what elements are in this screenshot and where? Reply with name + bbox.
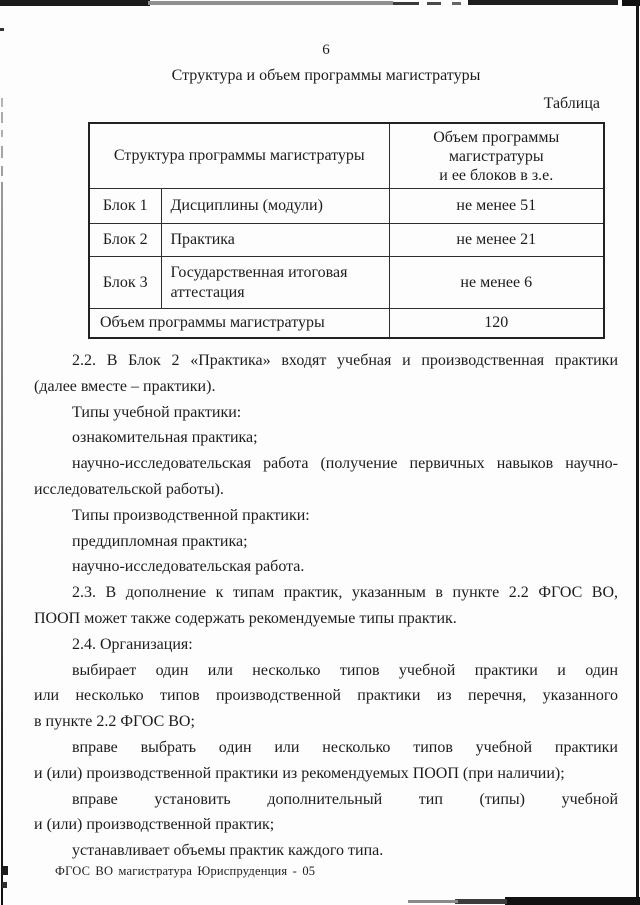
body-text-line: 2.4. Организация: [72, 635, 193, 653]
scan-artifact-bottom-edge [408, 900, 458, 903]
body-text-line: научно-исследовательская работа (получение первичных навыков научно- [72, 455, 618, 473]
table-cell-block: Блок 1 [89, 189, 161, 224]
body-text-line: Типы производственной практики: [72, 506, 310, 524]
table-header-structure: Структура программы магистратуры [89, 123, 389, 189]
scan-artifact-left-edge [1, 166, 3, 176]
scan-artifact-top-edge [393, 2, 419, 5]
table-total-label: Объем программы магистратуры [89, 309, 389, 339]
body-text-line: или несколько типов производственной практики из перечня, указанного [34, 687, 618, 705]
scan-artifact-left-edge [1, 146, 3, 158]
body-text-line: и (или) производственной практики из рекомендуемых ПООП (при наличии); [34, 764, 565, 782]
page-title: Структура и объем программы магистратуры [171, 67, 481, 84]
body-text-line: устанавливает объемы практик каждого типа. [72, 842, 384, 860]
scan-artifact-left-edge [1, 112, 3, 123]
scan-artifact-top-edge [427, 2, 441, 5]
table-cell-block: Блок 3 [89, 257, 161, 309]
body-text-line: 2.2. В Блок 2 «Практика» входят учебная и производственная практики [72, 352, 618, 369]
body-text-line: ознакомительная практика; [72, 429, 258, 447]
body-text-line: в пункте 2.2 ФГОС ВО; [34, 713, 195, 731]
table-header-volume-line: Объем программы [433, 128, 560, 146]
table-total-row [89, 309, 604, 339]
table-row [89, 257, 604, 309]
table-row [89, 224, 604, 257]
table-cell-volume: не менее 6 [389, 257, 604, 309]
table-cell-volume: не менее 21 [389, 224, 604, 257]
scan-artifact-left-edge [0, 28, 4, 31]
scan-artifact-right-edge [636, 0, 639, 905]
table-row [89, 189, 604, 224]
document-footer: ФГОС ВО магистратура Юриспруденция - 05 [55, 864, 316, 878]
scan-artifact-bottom-edge [505, 897, 640, 905]
table-header-row [89, 123, 604, 189]
table-header-volume [389, 123, 604, 189]
table-cell-name: Государственная итоговая аттестация [161, 257, 389, 309]
body-text-line: (далее вместе – практики). [34, 377, 216, 395]
body-text-line: 2.3. В дополнение к типам практик, указанным в пункте 2.2 ФГОС ВО, [72, 584, 618, 602]
body-text-line: Типы учебной практики: [72, 403, 242, 421]
body-text-line: вправе установить дополнительный тип (типы) учебной [72, 790, 618, 808]
scan-artifact-top-edge [468, 0, 618, 5]
program-structure-table [88, 122, 605, 339]
table-caption: Таблица [543, 95, 600, 112]
scan-artifact-top-edge [148, 1, 393, 5]
table-cell-name: Дисциплины (модули) [161, 189, 389, 224]
scan-artifact-bottom-edge [455, 899, 507, 904]
body-text-line: и (или) производственной практик; [34, 816, 275, 834]
page-number: 6 [322, 42, 330, 58]
table-header-volume-line: магистратуры [448, 147, 544, 165]
table-total-value: 120 [389, 309, 604, 339]
body-text-line: выбирает один или несколько типов учебной практики и один [72, 661, 618, 679]
body-text [34, 348, 618, 864]
body-text-line: преддипломная практика; [72, 532, 248, 550]
scan-artifact-left-blob [2, 882, 7, 888]
scan-artifact-left-edge [1, 130, 3, 137]
table-cell-volume: не менее 51 [389, 189, 604, 224]
scan-artifact-left-edge [1, 98, 3, 107]
body-text-line: научно-исследовательская работа. [72, 558, 305, 576]
table-header-volume-line: и ее блоков в з.е. [439, 166, 554, 184]
table-cell-block: Блок 2 [89, 224, 161, 257]
scan-artifact-top-edge [0, 0, 150, 6]
body-text-line: исследовательской работы). [34, 480, 224, 498]
scan-artifact-top-edge [452, 2, 461, 5]
body-text-line: вправе выбрать один или несколько типов учебной практики [72, 738, 618, 756]
body-text-line: ПООП может также содержать рекомендуемые типы практик. [34, 609, 457, 627]
table-cell-name: Практика [161, 224, 389, 257]
scan-artifact-left-blob [2, 866, 8, 875]
scan-artifact-left-edge [1, 182, 3, 905]
